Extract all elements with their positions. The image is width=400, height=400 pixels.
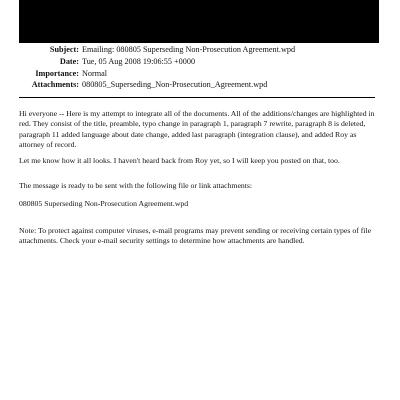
- message-paragraph-2: Let me know how it all looks. I haven't heard back from Roy yet, so I will keep you posted on that, too.: [19, 156, 340, 165]
- attachment-filename: 080805 Superseding Non-Prosecution Agreement.wpd: [19, 199, 189, 208]
- date-value: Tue, 05 Aug 2008 19:06:55 +0000: [82, 57, 196, 66]
- subject-value: Emailing: 080805 Superseding Non-Prosecution Agreement.wpd: [82, 45, 296, 54]
- redaction-block: [19, 0, 379, 43]
- attachments-label: Attachments:: [31, 80, 79, 89]
- date-label: Date:: [59, 57, 79, 66]
- message-paragraph-3: The message is ready to be sent with the following file or link attachments:: [19, 181, 253, 190]
- importance-value: Normal: [82, 69, 108, 78]
- attachments-row: [0, 79, 400, 91]
- message-paragraph-1: Hi everyone -- Here is my attempt to integrate all of the documents. All of the additions/changes are highlighted in red. They consist of the title, preamble, typo change in paragraph 1, paragraph 7 rewrite, paragraph 8 is deleted, paragraph 11 added language about date change, added last paragraph (integration clause), and added Roy as attorney of record.: [19, 109, 375, 150]
- attachments-value: 080805_Superseding_Non-Prosecution_Agreement.wpd: [82, 80, 268, 89]
- header-divider: [19, 97, 375, 98]
- subject-row: [0, 44, 400, 56]
- security-note: Note: To protect against computer viruses, e-mail programs may prevent sending or receiving certain types of file attachments. Check your e-mail security settings to determine how attachments are handled.: [19, 226, 372, 246]
- subject-label: Subject:: [49, 45, 79, 54]
- importance-label: Importance:: [35, 69, 79, 78]
- date-row: [0, 56, 400, 68]
